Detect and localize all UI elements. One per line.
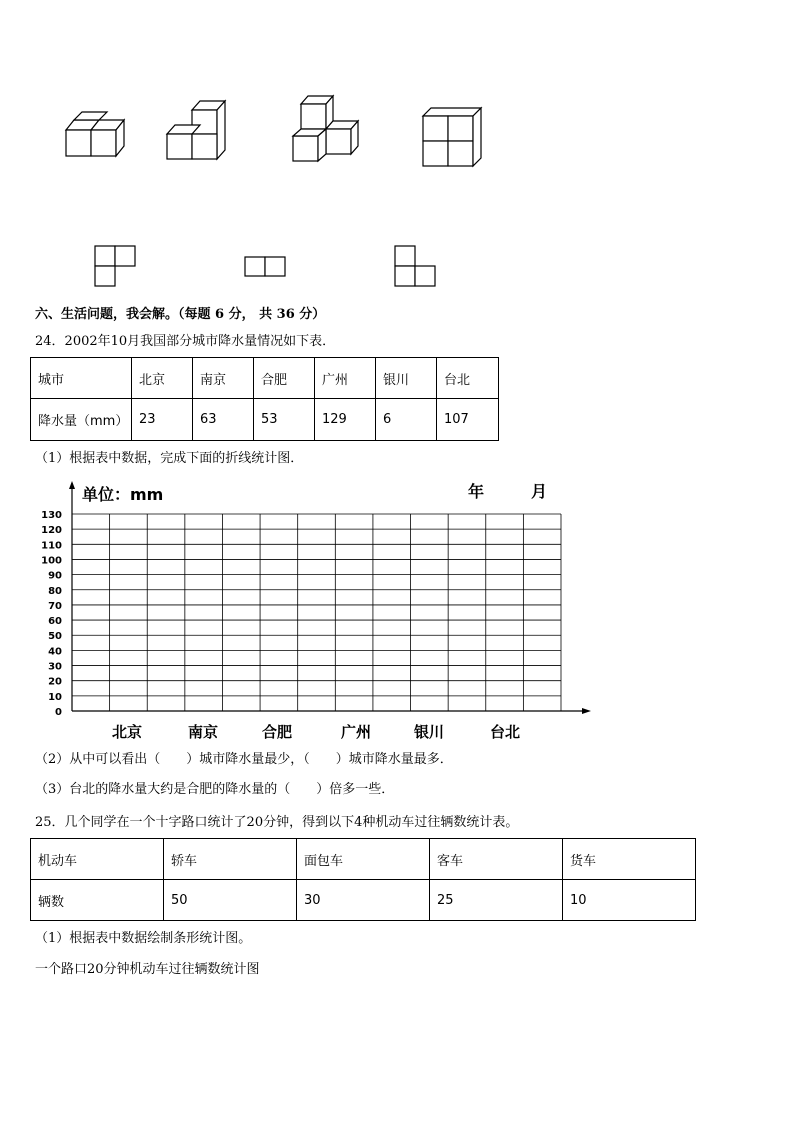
table-cell: 50 bbox=[164, 880, 297, 921]
table-cell: 53 bbox=[254, 399, 315, 441]
q25-chart-title: 一个路口20分钟机动车过往辆数统计图 bbox=[35, 962, 260, 977]
table-cell: 辆数 bbox=[31, 880, 164, 921]
y-axis-arrow bbox=[69, 481, 75, 489]
table-row bbox=[31, 399, 499, 441]
x-category-label: 台北 bbox=[489, 723, 521, 741]
view-3 bbox=[395, 246, 435, 286]
cube-figures bbox=[0, 0, 794, 300]
cube-figure-2 bbox=[167, 101, 225, 159]
y-tick-label: 40 bbox=[48, 646, 62, 658]
q25-part1: （1）根据表中数据绘制条形统计图。 bbox=[35, 931, 252, 946]
table-row bbox=[31, 358, 499, 399]
table-cell: 30 bbox=[297, 880, 430, 921]
table-cell: 129 bbox=[315, 399, 376, 441]
y-tick-label: 60 bbox=[48, 616, 62, 628]
cube-figure-3 bbox=[293, 96, 358, 161]
table-cell: 广州 bbox=[315, 358, 376, 399]
q24-table bbox=[30, 357, 499, 441]
cube-figure-1 bbox=[66, 112, 124, 156]
y-tick-label: 130 bbox=[41, 510, 62, 521]
y-tick-label: 10 bbox=[48, 691, 62, 703]
table-cell: 台北 bbox=[437, 358, 499, 399]
table-row bbox=[31, 880, 696, 921]
table-cell: 北京 bbox=[132, 358, 193, 399]
chart-y-ticks bbox=[41, 510, 62, 718]
x-category-label: 合肥 bbox=[261, 723, 293, 741]
table-cell: 10 bbox=[563, 880, 696, 921]
x-category-label: 南京 bbox=[187, 723, 219, 741]
chart-x-labels bbox=[112, 723, 520, 741]
q24-intro: 24．2002年10月我国部分城市降水量情况如下表． bbox=[35, 334, 336, 349]
table-cell: 合肥 bbox=[254, 358, 315, 399]
table-cell: 23 bbox=[132, 399, 193, 441]
table-cell: 面包车 bbox=[297, 839, 430, 880]
chart-month-label: 月 bbox=[531, 482, 548, 501]
chart-year-label: 年 bbox=[468, 482, 485, 501]
table-cell: 南京 bbox=[193, 358, 254, 399]
section-heading: 六、生活问题，我会解。（每题 6 分， 共 36 分） bbox=[35, 307, 326, 322]
table-cell: 63 bbox=[193, 399, 254, 441]
table-cell: 降水量（mm） bbox=[31, 399, 132, 441]
table-cell: 货车 bbox=[563, 839, 696, 880]
table-cell: 轿车 bbox=[164, 839, 297, 880]
y-tick-label: 50 bbox=[48, 631, 62, 643]
view-2 bbox=[245, 257, 285, 276]
table-row bbox=[31, 839, 696, 880]
chart-grid bbox=[72, 514, 561, 711]
q25-intro: 25．几个同学在一个十字路口统计了20分钟，得到以下4种机动车过往辆数统计表。 bbox=[35, 815, 519, 830]
table-cell: 银川 bbox=[376, 358, 437, 399]
q24-part1: （1）根据表中数据，完成下面的折线统计图． bbox=[35, 451, 304, 466]
table-cell: 107 bbox=[437, 399, 499, 441]
q24-part2: （2）从中可以看出（ ）城市降水量最少，（ ）城市降水量最多． bbox=[35, 752, 453, 767]
y-tick-label: 70 bbox=[48, 600, 62, 612]
y-tick-label: 100 bbox=[41, 555, 62, 567]
q25-table bbox=[30, 838, 696, 921]
y-tick-label: 80 bbox=[48, 585, 62, 597]
chart-unit-label: 单位：mm bbox=[82, 485, 164, 504]
view-1 bbox=[95, 246, 135, 286]
x-category-label: 广州 bbox=[340, 723, 372, 741]
x-axis-arrow bbox=[582, 708, 591, 714]
line-chart[interactable] bbox=[0, 475, 794, 745]
y-tick-label: 120 bbox=[41, 525, 62, 537]
table-cell: 城市 bbox=[31, 358, 132, 399]
x-category-label: 银川 bbox=[413, 723, 445, 741]
y-tick-label: 90 bbox=[48, 570, 62, 582]
table-cell: 25 bbox=[430, 880, 563, 921]
y-tick-label: 110 bbox=[41, 540, 62, 552]
table-cell: 机动车 bbox=[31, 839, 164, 880]
table-cell: 客车 bbox=[430, 839, 563, 880]
x-category-label: 北京 bbox=[111, 723, 143, 741]
q24-part3: （3）台北的降水量大约是合肥的降水量的（ ）倍多一些． bbox=[35, 782, 395, 797]
cube-figure-4 bbox=[423, 108, 481, 166]
y-tick-label: 20 bbox=[48, 676, 62, 688]
y-tick-label: 0 bbox=[55, 707, 62, 718]
y-tick-label: 30 bbox=[48, 661, 62, 673]
table-cell: 6 bbox=[376, 399, 437, 441]
